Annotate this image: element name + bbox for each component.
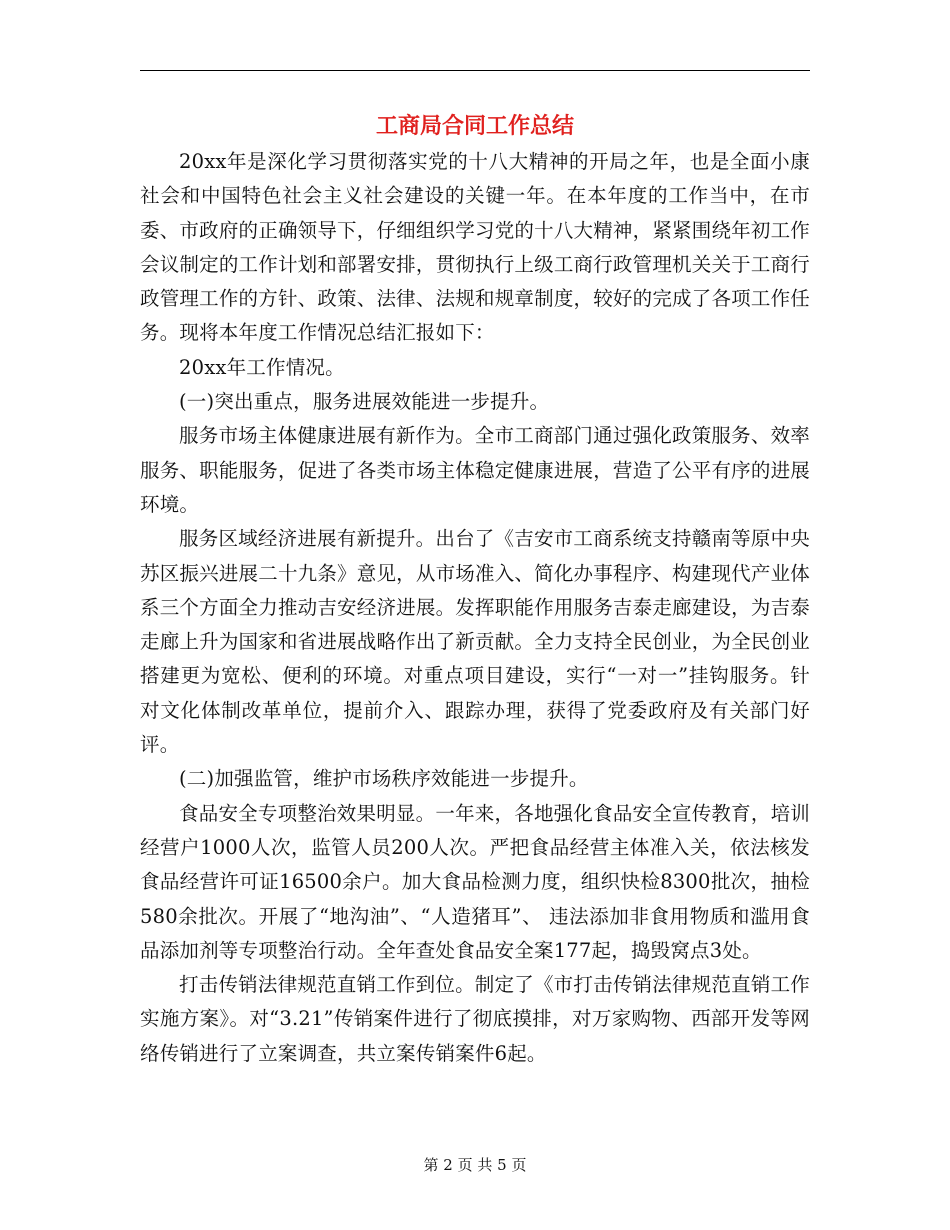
paragraph-subheading-1: (一)突出重点，服务进展效能进一步提升。	[179, 390, 550, 414]
header-rule	[140, 70, 810, 71]
paragraph-regional-economy: 服务区域经济进展有新提升。出台了《吉安市工商系统支持赣南等原中央苏区振兴进展二十九条》意见，从市场准入、简化办事程序、构建现代产业体系三个方面全力推动吉安经济进展。发挥职能作用服务吉泰走廊建设，为吉泰走廊上升为国家和省进展战略作出了新贡献。全力支持全民创业，为全民创业搭建更为宽松、便利的环境。对重点项目建设，实行“一对一”挂钩服务。针对文化体制改革单位，提前介入、跟踪办理，获得了党委政府及有关部门好评。	[140, 527, 810, 757]
paragraph-subheading-2: (二)加强监管，维护市场秩序效能进一步提升。	[179, 767, 589, 791]
paragraph-intro: 20xx年是深化学习贯彻落实党的十八大精神的开局之年，也是全面小康社会和中国特色社会主义社会建设的关键一年。在本年度的工作当中，在市委、市政府的正确领导下，仔细组织学习党的十八大精神，紧紧围绕年初工作会议制定的工作计划和部署安排，贯彻执行上级工商行政管理机关关于工商行政管理工作的方针、政策、法律、法规和规章制度，较好的完成了各项工作任务。现将本年度工作情况总结汇报如下：	[140, 150, 810, 345]
paragraph-market-entities: 服务市场主体健康进展有新作为。全市工商部门通过强化政策服务、效率服务、职能服务，促进了各类市场主体稳定健康进展，营造了公平有序的进展环境。	[140, 424, 810, 516]
document-body	[140, 145, 810, 1071]
paragraph-anti-pyramid: 打击传销法律规范直销工作到位。制定了《市打击传销法律规范直销工作实施方案》。对“3.21”传销案件进行了彻底摸排，对万家购物、西部开发等网络传销进行了立案调查，共立案传销案件6起。	[140, 973, 810, 1065]
document-title: 工商局合同工作总结	[375, 113, 574, 139]
page-footer: 第 2 页 共 5 页	[423, 1156, 527, 1174]
paragraph-food-safety: 食品安全专项整治效果明显。一年来，各地强化食品安全宣传教育，培训经营户1000人次，监管人员200人次。严把食品经营主体准入关，依法核发食品经营许可证16500余户。加大食品检测力度，组织快检8300批次，抽检580余批次。开展了“地沟油”、“人造猪耳”、 违法添加非食用物质和滥用食品添加剂等专项整治行动。全年查处食品安全案177起，捣毁窝点3处。	[140, 801, 810, 962]
paragraph-section-heading: 20xx年工作情况。	[179, 355, 345, 379]
